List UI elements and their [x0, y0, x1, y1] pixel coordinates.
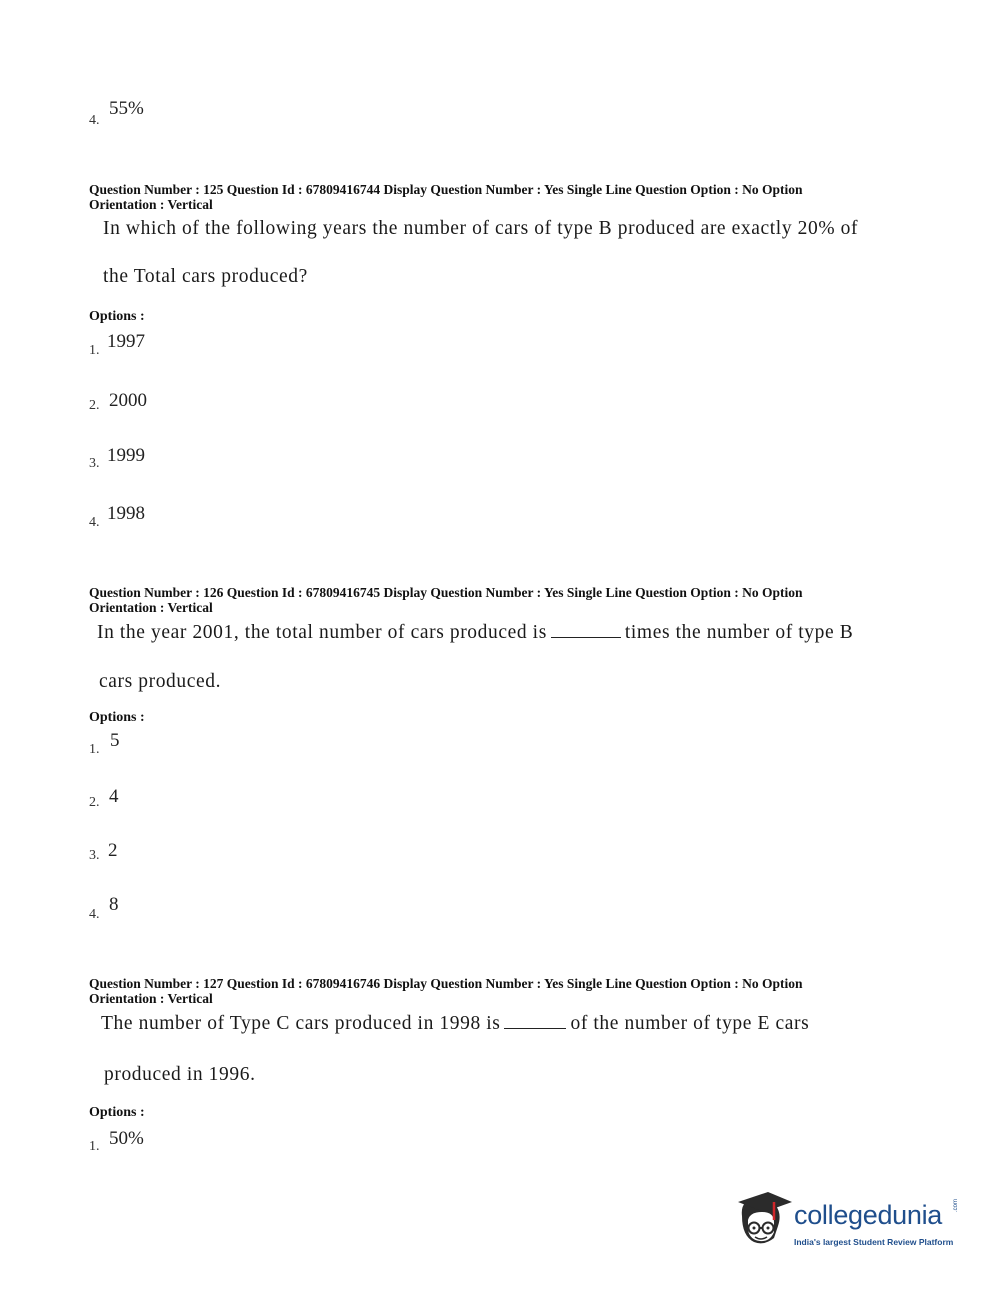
collegedunia-logo	[734, 1186, 964, 1261]
options-label: Options :	[89, 1105, 145, 1120]
question-text-cont: produced in 1996.	[104, 1064, 256, 1085]
question-text-part: times the number of type B	[624, 622, 854, 643]
logo-domain-suffix: .com	[953, 1198, 959, 1212]
option-value: 55%	[109, 98, 144, 119]
option-number: 1.	[89, 343, 100, 358]
option-value[interactable]: 1998	[107, 503, 145, 524]
logo-tagline: India's largest Student Review Platform	[794, 1237, 954, 1247]
option-number: 2.	[89, 795, 100, 810]
question-orientation: Orientation : Vertical	[89, 600, 213, 615]
option-value[interactable]: 5	[110, 730, 120, 751]
option-number: 3.	[89, 456, 100, 471]
options-label: Options :	[89, 309, 145, 324]
logo-wordmark: collegedunia	[794, 1200, 943, 1230]
question-meta-line: Question Number : 126 Question Id : 67809416745 Display Question Number : Yes Single Line Question Option : No Option	[89, 585, 803, 600]
option-number: 2.	[89, 398, 100, 413]
question-meta-line: Question Number : 127 Question Id : 67809416746 Display Question Number : Yes Single Line Question Option : No Option	[89, 976, 803, 991]
option-number: 1.	[89, 1139, 100, 1154]
question-text-cont: cars produced.	[99, 671, 222, 692]
option-value[interactable]: 2	[108, 840, 118, 861]
option-value[interactable]: 1999	[107, 445, 145, 466]
question-meta	[89, 585, 802, 615]
answer-blank	[551, 623, 621, 638]
option-number: 4.	[89, 907, 100, 922]
question-meta	[89, 976, 802, 1006]
question-text-part: The number of Type C cars produced in 1998 is	[101, 1013, 501, 1034]
option-value[interactable]: 2000	[109, 390, 147, 411]
question-text	[97, 622, 853, 644]
question-meta	[89, 182, 802, 212]
question-text	[101, 1013, 809, 1035]
question-text-part: In the year 2001, the total number of cars produced is	[97, 622, 547, 643]
options-label: Options :	[89, 710, 145, 725]
question-text: In which of the following years the number of cars of type B produced are exactly 20% of	[103, 218, 859, 239]
question-text-cont: the Total cars produced?	[103, 266, 308, 287]
option-value[interactable]: 50%	[109, 1128, 144, 1149]
question-orientation: Orientation : Vertical	[89, 991, 213, 1006]
question-text-part: of the number of type E cars	[570, 1013, 810, 1034]
student-mascot-icon	[734, 1186, 794, 1261]
option-number: 1.	[89, 742, 100, 757]
question-orientation: Orientation : Vertical	[89, 197, 213, 212]
option-number: 3.	[89, 848, 100, 863]
question-meta-line: Question Number : 125 Question Id : 67809416744 Display Question Number : Yes Single Line Question Option : No Option	[89, 182, 803, 197]
option-number: 4.	[89, 113, 100, 128]
option-value[interactable]: 8	[109, 894, 119, 915]
option-value[interactable]: 1997	[107, 331, 145, 352]
answer-blank	[504, 1014, 566, 1029]
option-number: 4.	[89, 515, 100, 530]
option-value[interactable]: 4	[109, 786, 119, 807]
